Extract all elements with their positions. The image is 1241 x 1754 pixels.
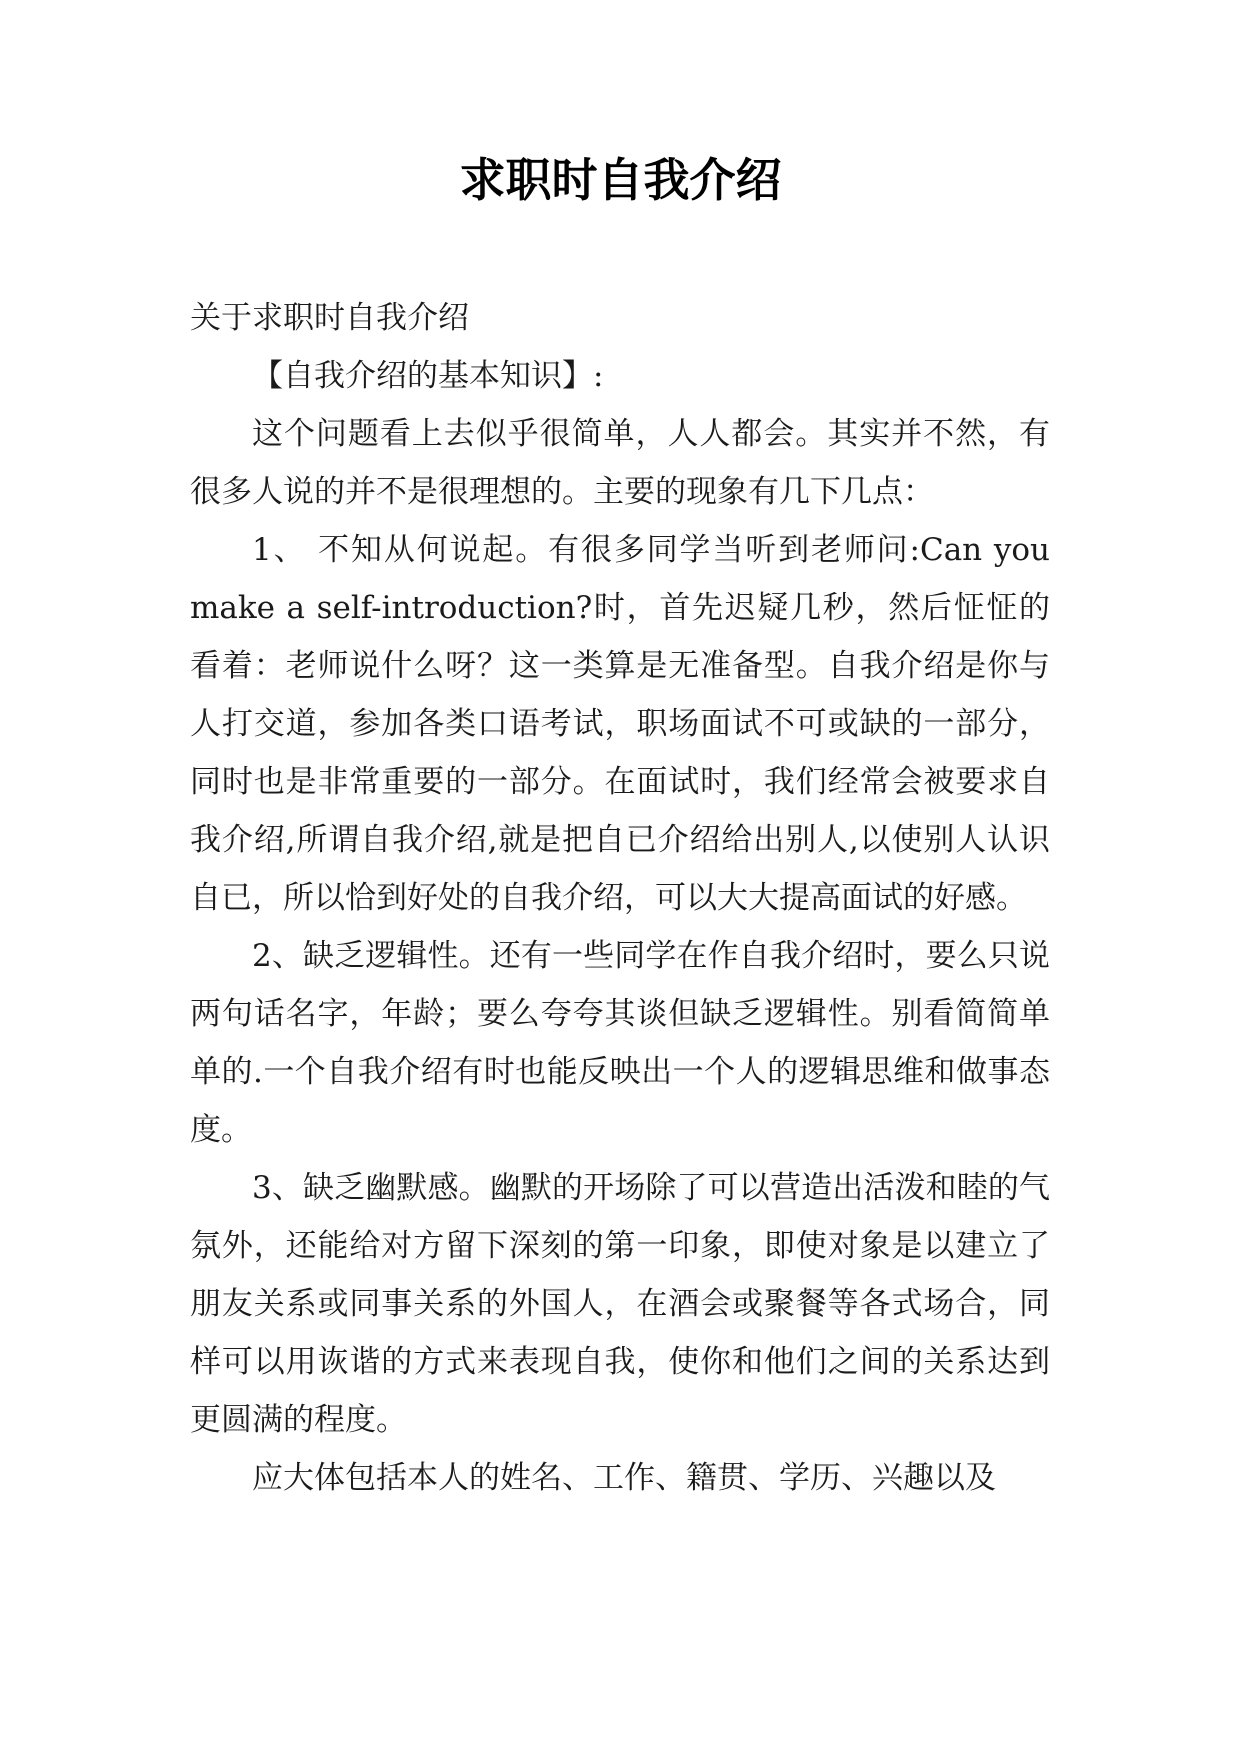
paragraph: 这个问题看上去似乎很简单，人人都会。其实并不然，有很多人说的并不是很理想的。主要的现象有几下几点： [190, 416, 1050, 510]
document-title: 求职时自我介绍 [459, 153, 782, 207]
section-heading: 【自我介绍的基本知识】: [252, 358, 604, 394]
document-body [190, 289, 1050, 1507]
paragraph: 1、 不知从何说起。有很多同学当听到老师问:Can you make a self-introduction?时，首先迟疑几秒，然后怔怔的看着：老师说什么呀？这一类算是无准备型。自我介绍是你与人打交道，参加各类口语考试，职场面试不可或缺的一部分，同时也是非常重要的一部分。在面试时，我们经常会被要求自我介绍,所谓自我介绍,就是把自已介绍给出别人,以使别人认识自已，所以恰到好处的自我介绍，可以大大提高面试的好感。 [190, 532, 1050, 916]
intro-line: 关于求职时自我介绍 [190, 300, 469, 336]
paragraph: 3、缺乏幽默感。幽默的开场除了可以营造出活泼和睦的气氛外，还能给对方留下深刻的第一印象，即使对象是以建立了朋友关系或同事关系的外国人，在酒会或聚餐等各式场合，同样可以用诙谐的方式来表现自我，使你和他们之间的关系达到更圆满的程度。 [190, 1170, 1050, 1438]
paragraph: 2、缺乏逻辑性。还有一些同学在作自我介绍时，要么只说两句话名字，年龄；要么夸夸其谈但缺乏逻辑性。别看简简单单的.一个自我介绍有时也能反映出一个人的逻辑思维和做事态度。 [190, 938, 1050, 1148]
paragraph: 应大体包括本人的姓名、工作、籍贯、学历、兴趣以及 [252, 1460, 996, 1496]
